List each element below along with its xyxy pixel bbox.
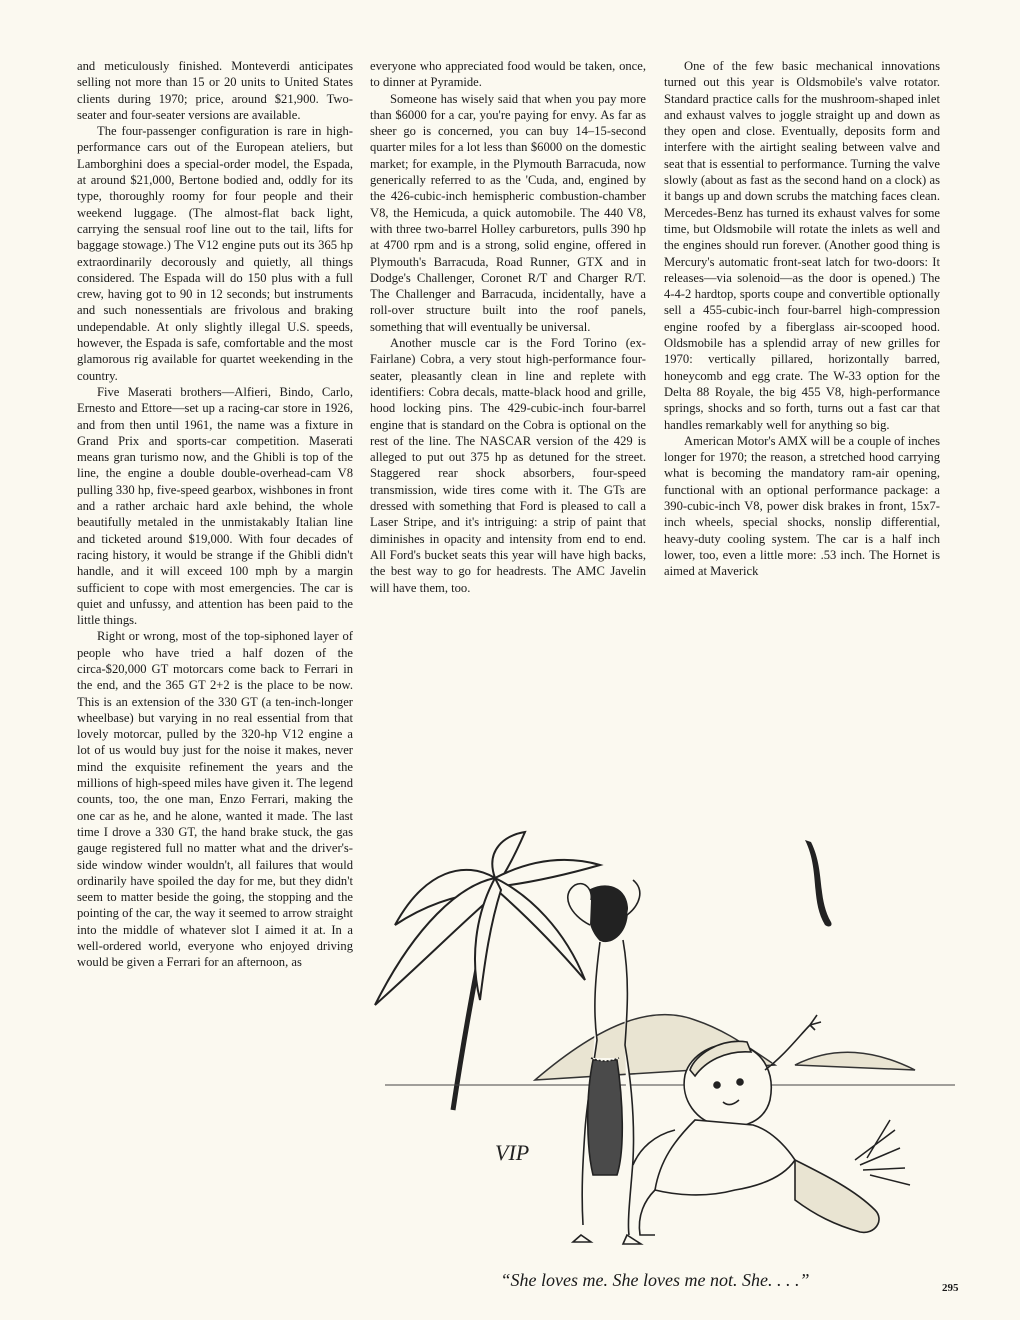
- paragraph: Another muscle car is the Ford Torino (ex-Fairlane) Cobra, a very stout high-performance four-seater, pleasantly clean in line and replete with identifiers: Cobra decals, matte-black hood and grille, hood locking pins. The 429-cubic-inch four-barrel engine that is standard on the Cobra is optional on the rest of the line. The NASCAR version of the 429 is alleged to put out 375 hp as detuned for the street. Staggered rear shock absorbers, four-speed transmission, wide tires come with it. The GTs are dressed with something that Ford is pleased to call a Laser Stripe, and it's intriguing: a strip of paint that diminishes in opacity and intensity from end to end. All Ford's bucket seats this year will have high backs, the best way to go for headrests. The AMC Javelin will have them, too.: [370, 336, 646, 595]
- falling-petal: [805, 840, 832, 926]
- paragraph: The four-passenger configuration is rare in high-performance cars out of the European ateliers, but Lamborghini does a special-order model, the Espada, at around $21,000, Bertone bodied and, oddly for its type, thoroughly roomy for four people and their weekend luggage. (The almost-flat back light, carrying the sensual roof line out to the tail, lifts for baggage stowage.) The V12 engine puts out its 365 hp extraordinarily decorously and quietly, all things considered. The Espada will do 150 plus with a full crew, having got to 90 in 12 seconds; but instruments and such nonessentials are frivolous and braking undependable. At only slightly illegal U.S. speeds, however, the Espada is safe, comfortable and the most glamorous rig available for quartet weekending in the country.: [77, 124, 353, 383]
- text-column-2: [370, 58, 646, 596]
- paragraph: Someone has wisely said that when you pay more than $6000 for a car, you're paying for envy. As far as sheer go is concerned, you can buy 14–15-second quarter miles for a lot less than $6000 on the domestic market; for example, in the Plymouth Barracuda, now generically referred to as the 'Cuda, and, engined by the 426-cubic-inch hemispheric combustion-chamber V8, the Hemicuda, a quick automobile. The 440 V8, with three two-barrel Holley carburetors, pulls 390 hp at 4700 rpm and is a strong, solid engine, offered in Plymouth's Barracuda, Road Runner, GTX and in Dodge's Challenger, Coronet R/T and Charger R/T. The Challenger and Barracuda, incidentally, have a roll-over structure built into the roof panels, something that will eventually be universal.: [370, 91, 646, 334]
- paragraph: Right or wrong, most of the top-siphoned layer of people who have tried a half dozen of the circa-$20,000 GT motorcars come back to Ferrari in the end, and the 365 GT 2+2 is the place to be now. This is an extension of the 330 GT (a ten-inch-longer wheelbase) but varying in no real essential from that lovely motorcar, pulled by the 320-hp V12 engine a lot of us would buy just for the noise it makes, never mind the exquisite refinement the years and the millions of high-speed miles have given it. The legend counts, too, the one man, Enzo Ferrari, making the one car as he, and he alone, wanted it made. The last time I drove a 330 GT, the hand brake stuck, the gas gauge registered full no matter what and the driver's-side window winder wouldn't, all failures that would ordinarily have spoiled the day for me, but they didn't seem to matter beside the going, the stopping and the pointing of the car, the way it seemed to arrow straight into the middle of whatever slot I aimed it at. In a well-ordered world, everyone who enjoyed driving would be given a Ferrari for an afternoon, as: [77, 629, 353, 970]
- cartoon-illustration: [355, 830, 955, 1260]
- paragraph: everyone who appreciated food would be taken, once, to dinner at Pyramide.: [370, 59, 646, 90]
- text-column-1: [77, 58, 353, 971]
- paragraph: One of the few basic mechanical innovations turned out this year is Oldsmobile's valve rotator. Standard practice calls for the mushroom-shaped inlet and exhaust valves to joggle straight up and down as they open and close. Eventually, deposits form and interfere with the airtight sealing between valve and seat that is essential to performance. Turning the valve slowly (about as fast as the second hand on a clock) as it bangs up and down scrubs the matching faces clean. Mercedes-Benz has turned its exhaust valves for some time, but Oldsmobile will rotate the inlets as well and the engines should run forever. (Another good thing is Mercury's automatic front-seat latch for two-doors: It releases—via solenoid—as the door is opened.) The 4-4-2 hardtop, sports coupe and convertible optionally sell a 455-cubic-inch four-barrel high-compression engine roofed by a fiberglass air-scooped hood. Oldsmobile has a splendid array of new grilles for 1970: vertically pillared, horizontally barred, honeycomb and egg crate. The W-33 option for the Delta 88 Royale, the big 455 V8, high-performance springs, shocks and so forth, turns out a fast car that handles remarkably well for anything so big.: [664, 59, 940, 432]
- page-number: 295: [942, 1282, 959, 1294]
- cartoon-caption: “She loves me. She loves me not. She. . . .”: [500, 1270, 810, 1290]
- artist-signature: VIP: [495, 1140, 530, 1165]
- text-column-3: [664, 58, 940, 580]
- paragraph: Five Maserati brothers—Alfieri, Bindo, Carlo, Ernesto and Ettore—set up a racing-car store in 1926, and from then until 1961, the name was a fixture in Grand Prix and sports-car competition. Maserati means gran turismo now, and the Ghibli is top of the line, the engine a double double-overhead-cam V8 pulling 330 hp, five-speed gearbox, wishbones in front and a rather archaic hard axle behind, the whole beautifully metaled in the unmistakably Italian line and ticketed around $19,000. With four decades of racing history, it would be strange if the Ghibli didn't handle, and it will exceed 100 mph by a margin sufficient to cope with most emergencies. The car is quiet and unfussy, and attention has been paid to the little things.: [77, 384, 353, 628]
- paragraph: and meticulously finished. Monteverdi anticipates selling not more than 15 or 20 units to United States clients during 1970; price, around $21,900. Two-seater and four-seater versions are available.: [77, 59, 353, 122]
- paragraph: American Motor's AMX will be a couple of inches longer for 1970; the reason, a stretched hood carrying what is becoming the mandatory ram-air opening, functional with an optional performance package: a 390-cubic-inch V8, power disk brakes in front, 15x7-inch wheels, special shocks, nonslip differential, heavy-duty cooling system. The car is a half inch lower, too, even a little more: .53 inch. The Hornet is aimed at Maverick: [664, 433, 940, 579]
- petal-pile: [855, 1120, 910, 1185]
